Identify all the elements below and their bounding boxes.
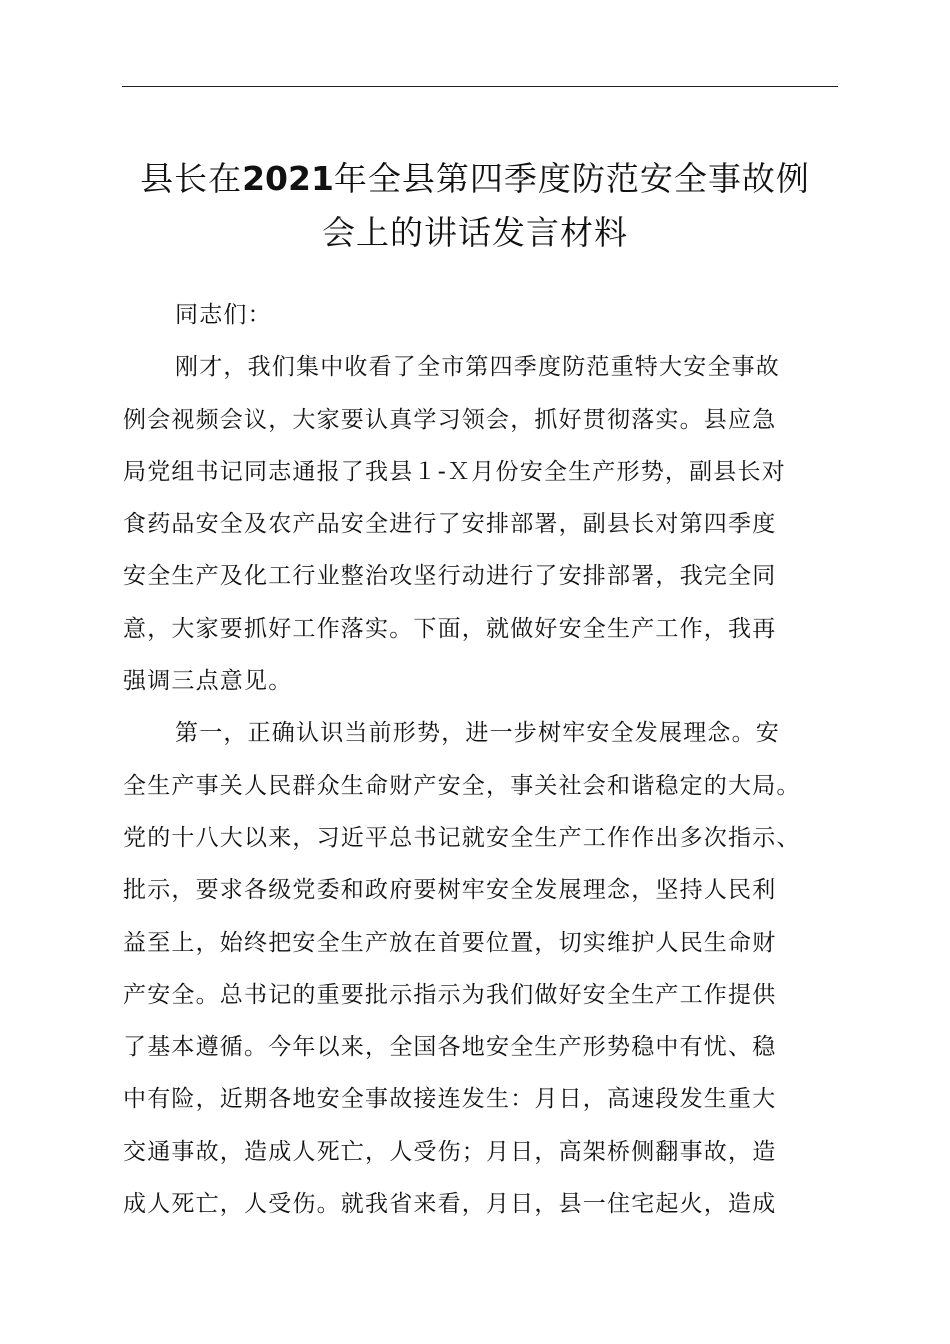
header-rule [122,86,838,87]
title-line-1 [110,152,840,206]
paragraph-line: 例会视频会议，大家要认真学习领会，抓好贯彻落实。县应急 [123,406,777,433]
paragraph-line: 全生产事关人民群众生命财产安全，事关社会和谐稳定的大局。 [123,772,801,799]
paragraph-line: 产安全。总书记的重要批示指示为我们做好安全生产工作提供 [123,981,777,1008]
paragraph-line: 批示，要求各级党委和政府要树牢安全发展理念，坚持人民利 [123,877,777,904]
title-suffix: 年全县第四季度防范安全事故例 [333,159,810,198]
paragraph-line: 刚才，我们集中收看了全市第四季度防范重特大安全事故 [175,354,780,381]
paragraph-line: 强调三点意见。 [123,668,293,695]
paragraph-1 [123,341,839,707]
salutation: 同志们： [175,302,272,328]
document-body [123,289,839,1230]
paragraph-line: 食药品安全及农产品安全进行了安排部署，副县长对第四季度 [123,511,777,538]
paragraph-line: 了基本遵循。今年以来，全国各地安全生产形势稳中有忧、稳 [123,1034,777,1061]
paragraph-line: 益至上，始终把安全生产放在首要位置，切实维护人民生命财 [123,929,777,956]
title-year: 2021 [242,159,334,198]
paragraph-line: 成人死亡，人受伤。就我省来看，月日，县一住宅起火，造成 [123,1191,777,1218]
paragraph-line: 中有险，近期各地安全事故接连发生：月日，高速段发生重大 [123,1086,777,1113]
document-title [110,152,840,260]
paragraph-2 [123,707,839,1230]
paragraph-line: 第一，正确认识当前形势，进一步树牢安全发展理念。安 [175,720,780,747]
paragraph-line: 意，大家要抓好工作落实。下面，就做好安全生产工作，我再 [123,615,777,642]
paragraph-line: 交通事故，造成人死亡，人受伤；月日，高架桥侧翻事故，造 [123,1138,777,1165]
paragraph-line: 党的十八大以来，习近平总书记就安全生产工作作出多次指示、 [123,824,801,851]
title-prefix: 县长在 [140,159,243,198]
paragraph-line: 局党组书记同志通报了我县１-Ｘ月份安全生产形势，副县长对 [123,458,786,485]
paragraph-line: 安全生产及化工行业整治攻坚行动进行了安排部署，我完全同 [123,563,777,590]
title-line-2: 会上的讲话发言材料 [322,213,628,252]
